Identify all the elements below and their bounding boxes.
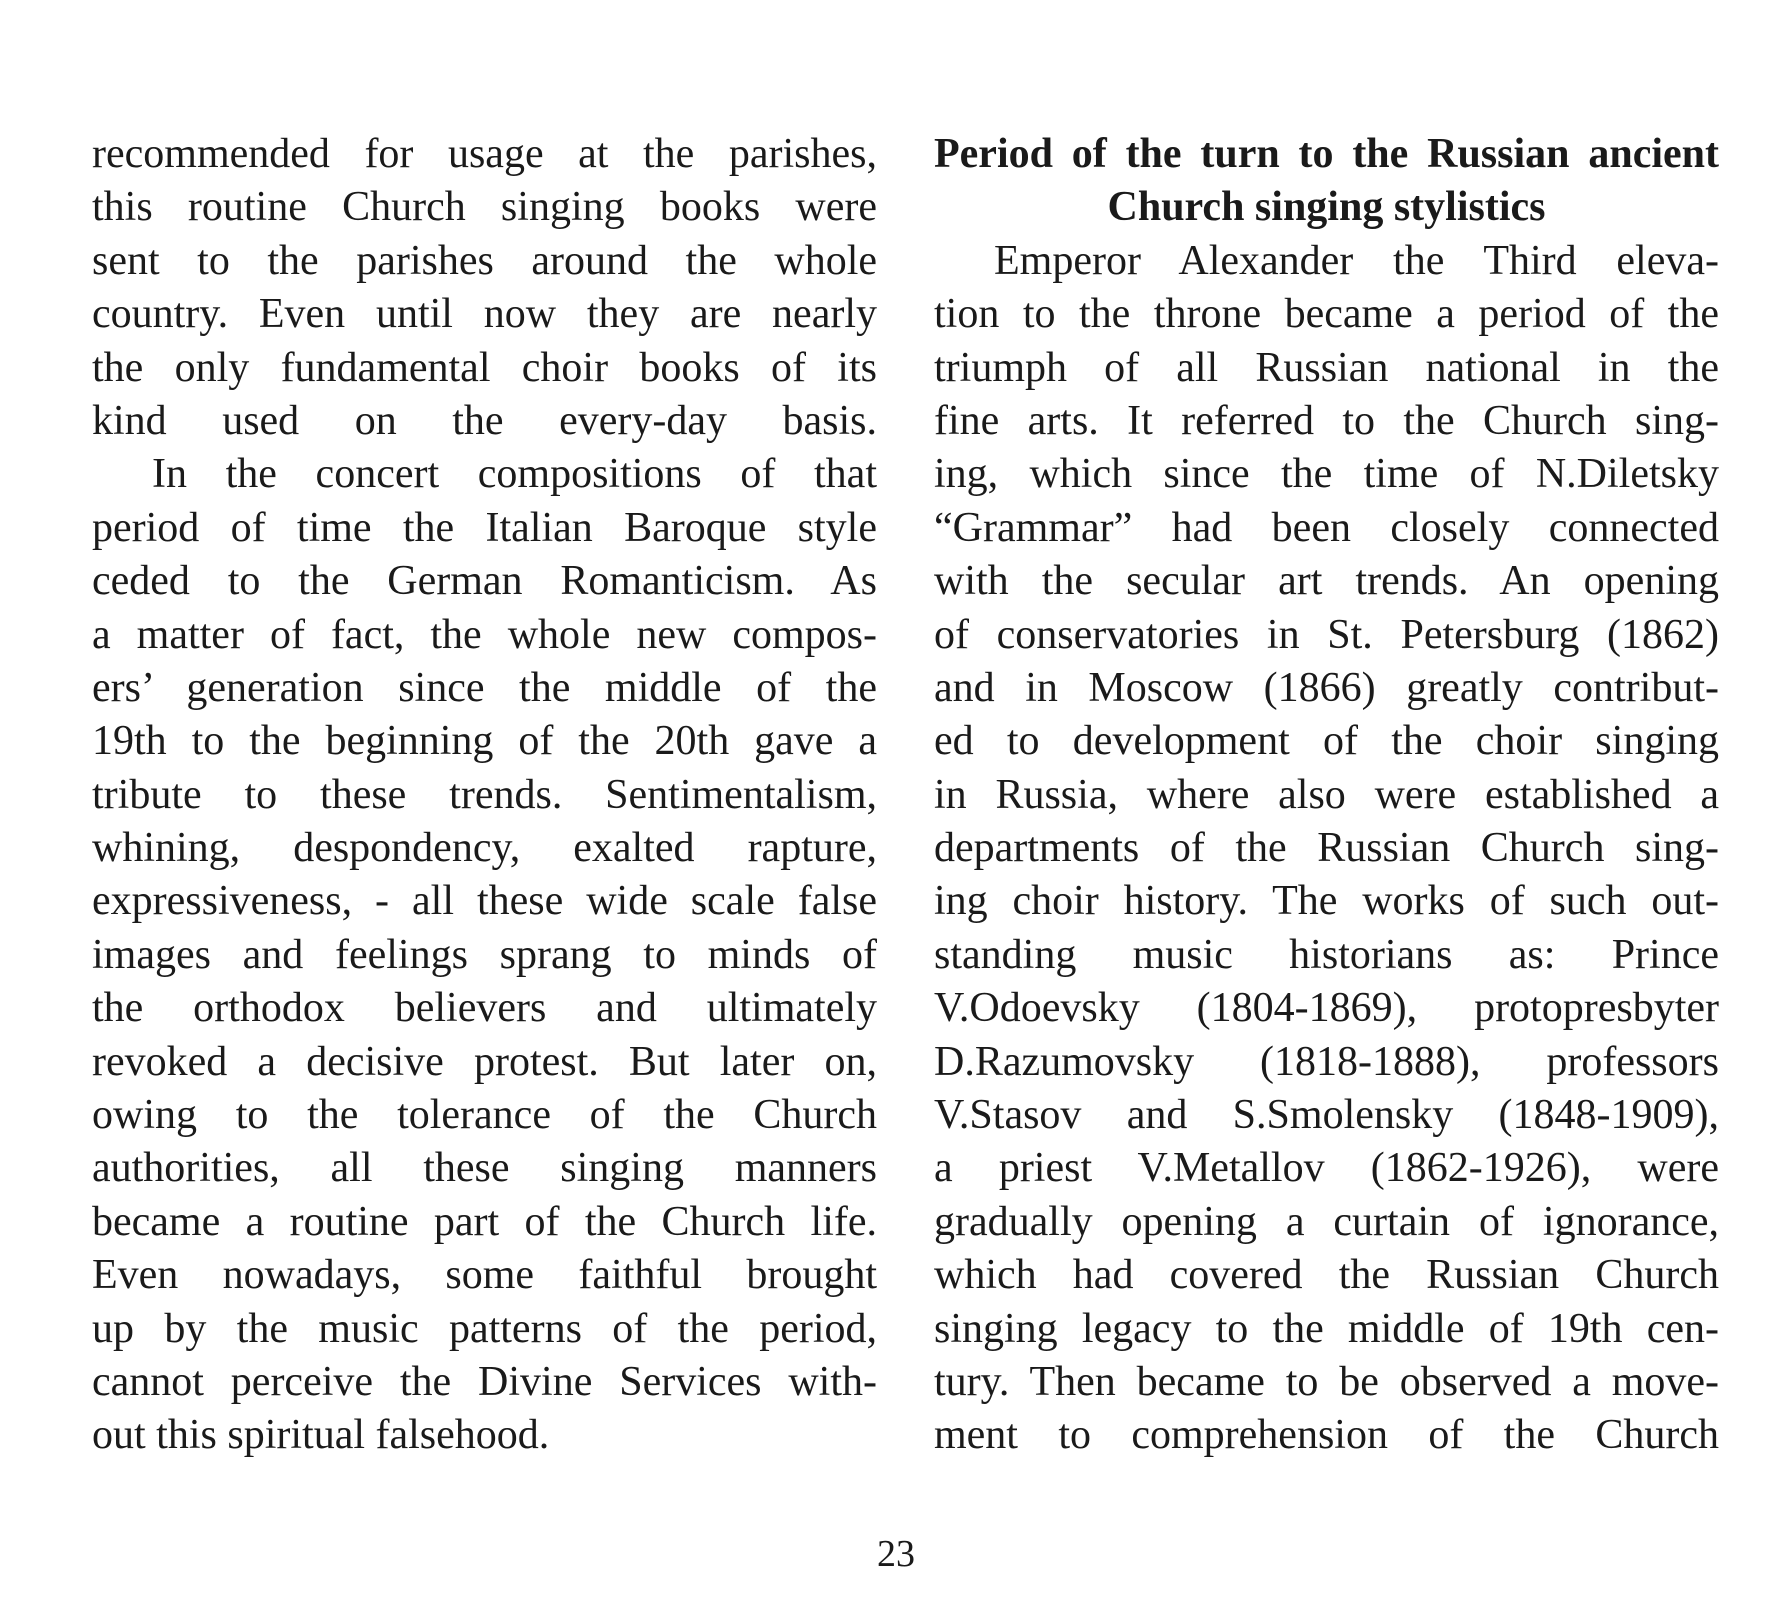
- section-heading: Church singing stylistics: [1107, 184, 1546, 231]
- text-line: cannot perceive the Divine Services with-: [92, 1358, 877, 1405]
- text-line: tury. Then became to be observed a move-: [934, 1358, 1719, 1405]
- text-line: 19th to the beginning of the 20th gave a: [92, 718, 877, 765]
- text-line: kind used on the every-day basis.: [92, 397, 877, 444]
- text-line: sent to the parishes around the whole: [92, 237, 877, 284]
- text-line: “Grammar” had been closely connected: [934, 504, 1719, 551]
- text-line: of conservatories in St. Petersburg (1862): [934, 611, 1719, 658]
- text-line: ed to development of the choir singing: [934, 718, 1719, 765]
- text-line: fine arts. It referred to the Church sing-: [934, 397, 1719, 444]
- text-line: in Russia, where also were established a: [934, 771, 1719, 818]
- text-line: became a routine part of the Church life.: [92, 1198, 877, 1245]
- text-line: V.Stasov and S.Smolensky (1848-1909),: [934, 1092, 1719, 1139]
- text-line: V.Odoevsky (1804-1869), protopresbyter: [934, 985, 1719, 1032]
- text-line: this routine Church singing books were: [92, 184, 877, 231]
- text-line: period of time the Italian Baroque style: [92, 504, 877, 551]
- text-line: up by the music patterns of the period,: [92, 1305, 877, 1352]
- text-line: standing music historians as: Prince: [934, 931, 1719, 978]
- right-text-column: [934, 128, 1719, 1463]
- text-line: images and feelings sprang to minds of: [92, 931, 877, 978]
- text-line: with the secular art trends. An opening: [934, 558, 1719, 605]
- text-line: and in Moscow (1866) greatly contribut-: [934, 664, 1719, 711]
- text-line: the only fundamental choir books of its: [92, 344, 877, 391]
- left-text-column: [92, 128, 877, 1463]
- text-line: ers’ generation since the middle of the: [92, 664, 877, 711]
- text-line: ment to comprehension of the Church: [934, 1412, 1719, 1459]
- page-number: 23: [877, 1533, 915, 1575]
- text-line: recommended for usage at the parishes,: [92, 131, 877, 177]
- text-line: expressiveness, - all these wide scale false: [92, 878, 877, 925]
- text-line: out this spiritual falsehood.: [92, 1412, 550, 1459]
- text-line: country. Even until now they are nearly: [92, 291, 877, 338]
- text-line: departments of the Russian Church sing-: [934, 825, 1719, 872]
- text-line: a priest V.Metallov (1862-1926), were: [934, 1145, 1719, 1192]
- text-line: singing legacy to the middle of 19th cen-: [934, 1305, 1719, 1352]
- text-line: owing to the tolerance of the Church: [92, 1092, 877, 1139]
- text-line: the orthodox believers and ultimately: [92, 985, 877, 1032]
- text-line: ing choir history. The works of such out-: [934, 878, 1719, 925]
- text-line: a matter of fact, the whole new compos-: [92, 611, 877, 658]
- text-line: In the concert compositions of that: [152, 451, 877, 498]
- text-line: gradually opening a curtain of ignorance,: [934, 1198, 1719, 1245]
- text-line: authorities, all these singing manners: [92, 1145, 877, 1192]
- text-line: revoked a decisive protest. But later on,: [92, 1038, 877, 1085]
- text-line: Even nowadays, some faithful brought: [92, 1252, 877, 1299]
- text-line: ceded to the German Romanticism. As: [92, 558, 877, 605]
- text-line: D.Razumovsky (1818-1888), professors: [934, 1038, 1719, 1085]
- text-line: ing, which since the time of N.Diletsky: [934, 451, 1719, 498]
- text-line: whining, despondency, exalted rapture,: [92, 825, 877, 872]
- text-line: triumph of all Russian national in the: [934, 344, 1719, 391]
- text-line: which had covered the Russian Church: [934, 1252, 1719, 1299]
- text-line: tribute to these trends. Sentimentalism,: [92, 771, 877, 818]
- text-line: tion to the throne became a period of the: [934, 291, 1719, 338]
- section-heading: Period of the turn to the Russian ancient: [934, 131, 1719, 177]
- text-line: Emperor Alexander the Third eleva-: [994, 237, 1719, 284]
